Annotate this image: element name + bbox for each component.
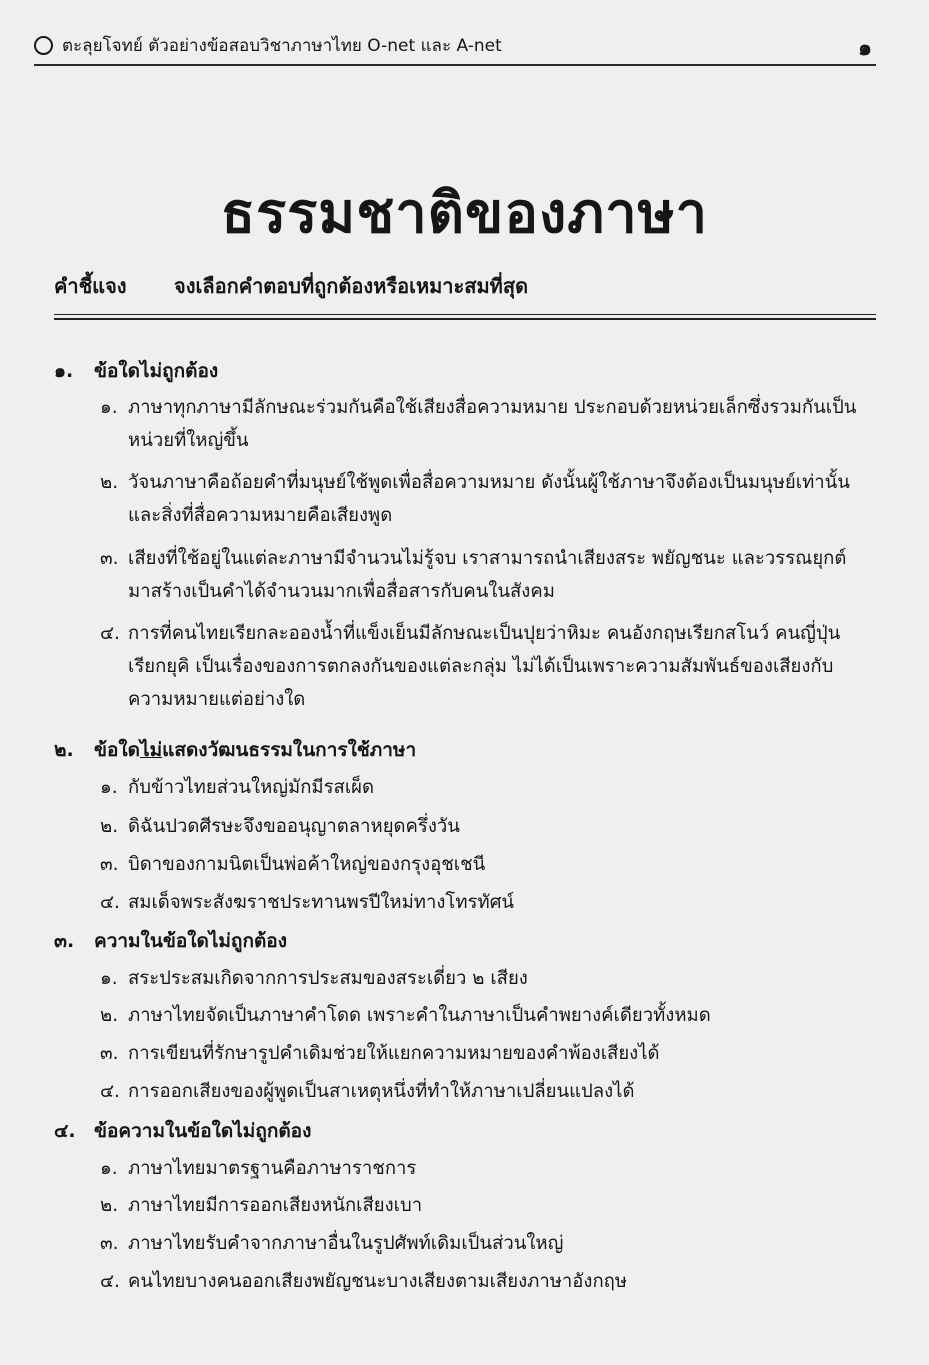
option-text: การออกเสียงของผู้พูดเป็นสาเหตุหนึ่งที่ทำให้ภาษาเปลี่ยนแปลงได้: [128, 1081, 635, 1102]
option-number: ๒.: [100, 1005, 119, 1026]
option-text: เสียงที่ใช้อยู่ในแต่ละภาษามีจำนวนไม่รู้จบ เราสามารถนำเสียงสระ พยัญชนะ และวรรณยุกต์มาสร้างเป็นคำได้จำนวนมากเพื่อสื่อสารกับคนในสังคม: [128, 548, 847, 602]
option-text: ภาษาไทยรับคำจากภาษาอื่นในรูปศัพท์เดิมเป็นส่วนใหญ่: [128, 1233, 564, 1254]
option-text: คนไทยบางคนออกเสียงพยัญชนะบางเสียงตามเสียงภาษาอังกฤษ: [128, 1271, 628, 1292]
question-text: ข้อใดไม่ถูกต้อง: [94, 360, 219, 382]
question-text: [94, 735, 416, 765]
option-number: ๒.: [100, 816, 119, 837]
instruction-label: คำชี้แจง: [54, 274, 127, 298]
option-number: ๒.: [100, 472, 119, 493]
option-number: ๑.: [100, 1158, 118, 1179]
question-text-underlined: ไม่: [140, 739, 163, 761]
option-number: ๒.: [100, 1195, 119, 1216]
option-number: ๑.: [100, 968, 118, 989]
option-number: ๑.: [100, 777, 118, 798]
main-title: ธรรมชาติของภาษา: [220, 181, 709, 246]
option-text: การเขียนที่รักษารูปคำเดิมช่วยให้แยกความหมายของคำพ้องเสียงได้: [128, 1043, 660, 1064]
option-text: ดิฉันปวดศีรษะจึงขออนุญาตลาหยุดครึ่งวัน: [128, 816, 460, 837]
question-number: ๒.: [54, 739, 74, 761]
option-number: ๓.: [100, 854, 119, 875]
option-number: ๔.: [100, 892, 120, 913]
question-text: ความในข้อใดไม่ถูกต้อง: [94, 930, 287, 952]
option-text: ภาษาไทยมีการออกเสียงหนักเสียงเบา: [128, 1195, 423, 1216]
instruction-text: จงเลือกคำตอบที่ถูกต้องหรือเหมาะสมที่สุด: [174, 274, 529, 298]
option-number: ๓.: [100, 1233, 119, 1254]
question-text: ข้อความในข้อใดไม่ถูกต้อง: [94, 1120, 312, 1142]
header-rule: [34, 64, 876, 66]
instruction: [54, 270, 876, 320]
question-text-after: แสดงวัฒนธรรมในการใช้ภาษา: [162, 739, 417, 761]
option-text: สระประสมเกิดจากการประสมของสระเดี่ยว ๒ เสียง: [128, 968, 528, 989]
option-text: ภาษาไทยจัดเป็นภาษาคำโดด เพราะคำในภาษาเป็นคำพยางค์เดียวทั้งหมด: [128, 1005, 711, 1026]
page-number: ๑: [858, 36, 872, 61]
question-number: ๑.: [54, 360, 74, 382]
option-number: ๓.: [100, 548, 119, 569]
question-text-before: ข้อใด: [94, 739, 141, 761]
question-number: ๓.: [54, 930, 75, 952]
option-number: ๔.: [100, 1081, 120, 1102]
option-text: การที่คนไทยเรียกละอองน้ำที่แข็งเย็นมีลักษณะเป็นปุยว่าหิมะ คนอังกฤษเรียกสโนว์ คนญี่ปุ่นเรียกยุคิ เป็นเรื่องของการตกลงกันของแต่ละกลุ่ม ไม่ได้เป็นเพราะความสัมพันธ์ของเสียงกับความหมายแต่อย่างใด: [128, 623, 841, 710]
option-number: ๔.: [100, 623, 120, 644]
option-text: ภาษาทุกภาษามีลักษณะร่วมกันคือใช้เสียงสื่อความหมาย ประกอบด้วยหน่วยเล็กซึ่งรวมกันเป็นหน่วยที่ใหญ่ขึ้น: [128, 397, 857, 451]
question-number: ๔.: [54, 1120, 76, 1142]
option-number: ๔.: [100, 1271, 120, 1292]
header-title: ตะลุยโจทย์ ตัวอย่างข้อสอบวิชาภาษาไทย O-net และ A-net: [62, 36, 502, 56]
instruction-rule: [54, 314, 876, 315]
option-text: บิดาของกามนิตเป็นพ่อค้าใหญ่ของกรุงอุชเชนี: [128, 854, 486, 875]
page-header: [34, 30, 876, 64]
option-text: กับข้าวไทยส่วนใหญ่มักมีรสเผ็ด: [128, 777, 375, 798]
option-number: ๓.: [100, 1043, 119, 1064]
option-number: ๑.: [100, 397, 118, 418]
option-text: ภาษาไทยมาตรฐานคือภาษาราชการ: [128, 1158, 417, 1179]
option-text: วัจนภาษาคือถ้อยคำที่มนุษย์ใช้พูดเพื่อสื่อความหมาย ดังนั้นผู้ใช้ภาษาจึงต้องเป็นมนุษย์เท่านั้นและสิ่งที่สื่อความหมายคือเสียงพูด: [128, 472, 850, 526]
circle-icon: [34, 36, 53, 55]
option-text: สมเด็จพระสังฆราชประทานพรปีใหม่ทางโทรทัศน์: [128, 892, 515, 913]
instruction-rule-thick: [54, 318, 876, 320]
